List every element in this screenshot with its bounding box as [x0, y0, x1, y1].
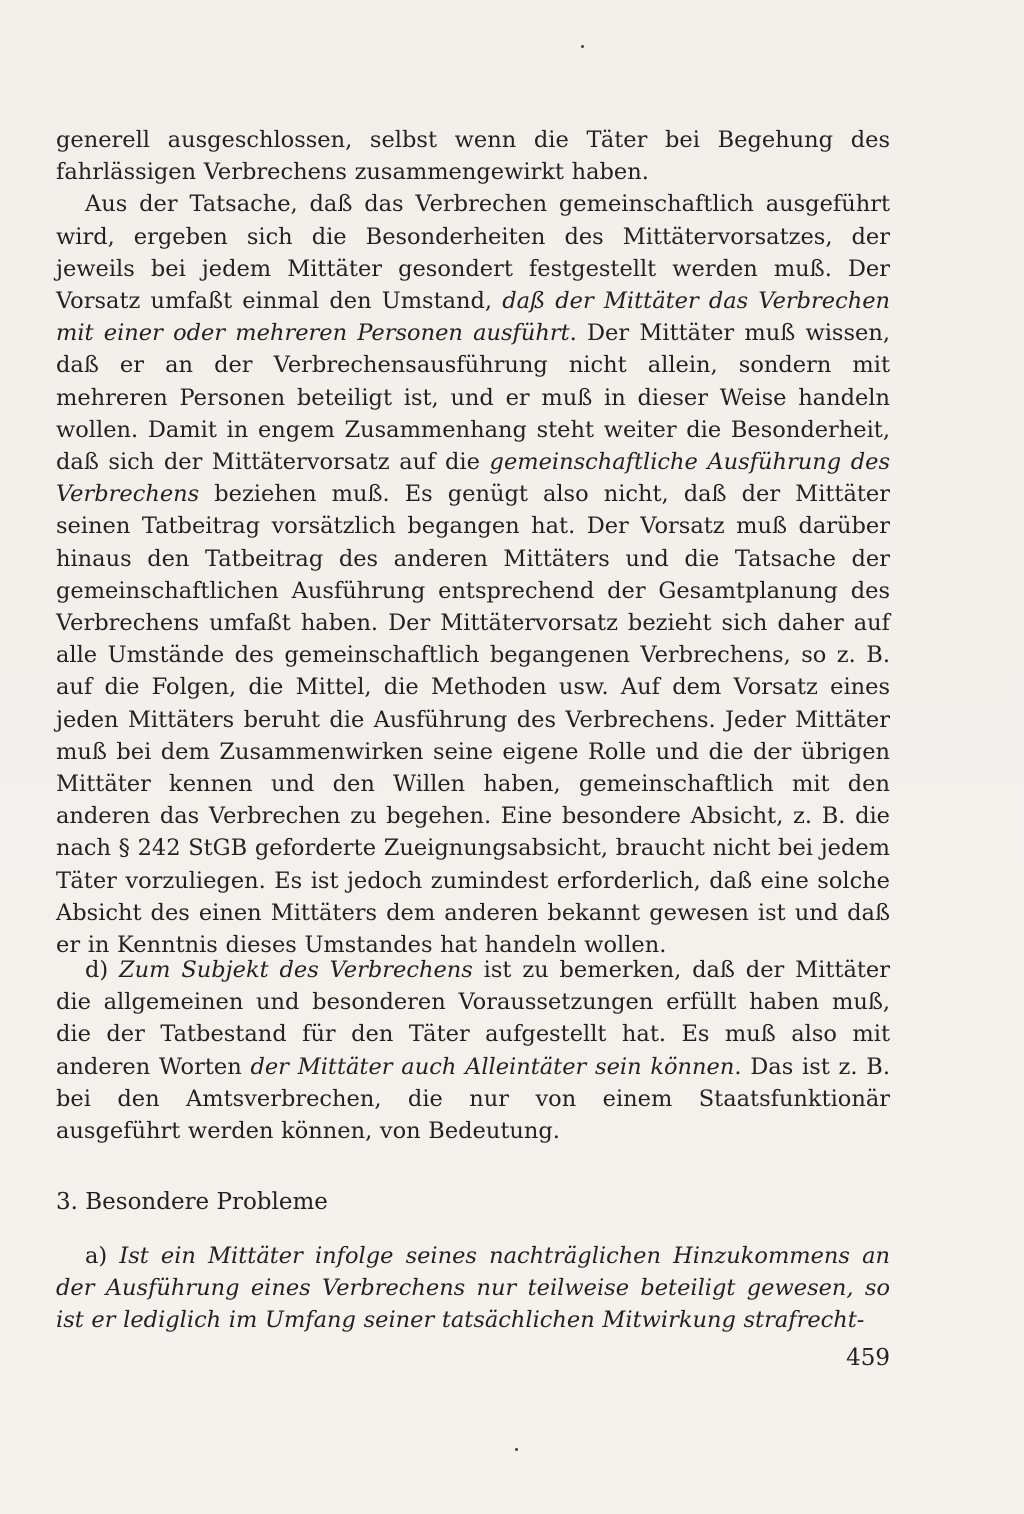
paragraph-subjekt	[56, 954, 890, 1147]
subjekt-emphasis-1: Zum Subjekt des Verbrechens	[119, 957, 473, 983]
ink-speck	[581, 45, 584, 48]
probleme-label: a)	[85, 1243, 120, 1269]
subjekt-emphasis-2: der Mittäter auch Alleintäter sein können	[250, 1053, 735, 1080]
paragraph-probleme	[56, 1240, 890, 1337]
subjekt-text-2: . Das ist z. B. bei den Amtsverbrechen, die nur von einem Staatsfunktionär ausgeführt werden können, von Bedeutung.	[56, 1053, 890, 1145]
subjekt-section	[56, 954, 890, 1147]
vorsatz-text-1: Aus der Tatsache, daß das Verbrechen gemeinschaftlich ausgeführt wird, ergeben sich die Besonderheiten des Mittätervorsatzes, der jeweils bei jedem Mittäter gesondert festgestellt werden muß. Der Vorsatz umfaßt einmal den Umstand,	[56, 191, 890, 315]
ink-speck	[515, 1448, 518, 1451]
vorsatz-text-2: . Der Mittäter muß wissen, daß er an der Verbrechensausführung nicht allein, sondern mit mehreren Personen beteiligt ist, und er muß in dieser Weise handeln wollen. Damit in engem Zusammenhang steht weiter die Besonderheit, daß sich der Mittätervorsatz auf die	[56, 320, 890, 476]
page-number: 459	[846, 1345, 890, 1371]
paragraph-continuation	[56, 124, 890, 188]
vorsatz-emphasis-1: daß der Mittäter das Verbrechen mit einer oder mehreren Personen ausführt	[56, 288, 891, 347]
probleme-section	[56, 1240, 890, 1337]
continuation-text: generell ausgeschlossen, selbst wenn die Täter bei Begehung des fahrlässigen Verbrechens zusammengewirkt haben.	[56, 127, 890, 186]
vorsatz-text-3: beziehen muß. Es genügt also nicht, daß der Mittäter seinen Tatbeitrag vorsätzlich begangen hat. Der Vorsatz muß darüber hinaus den Tatbeitrag des anderen Mittäters und die Tatsache der gemeinschaftlichen Ausführung entsprechend der Gesamtplanung des Verbrechens umfaßt haben. Der Mittätervorsatz bezieht sich daher auf alle Umstände des gemeinschaftlich begangenen Verbrechens, so z. B. auf die Folgen, die Mittel, die Methoden usw. Auf dem Vorsatz eines jeden Mittäters beruht die Ausführung des Verbrechens. Jeder Mittäter muß bei dem Zusammenwirken seine eigene Rolle und die der übrigen Mittäter kennen und den Willen haben, gemeinschaftlich mit den anderen das Verbrechen zu begehen. Eine besondere Absicht, z. B. die nach § 242 StGB geforderte Zueignungsabsicht, braucht nicht bei jedem Täter vorzuliegen. Es ist jedoch zumindest erforderlich, daß eine solche Absicht des einen Mittäters dem anderen bekannt gewesen ist und daß er in Kenntnis dieses Umstandes hat handeln wollen.	[56, 481, 890, 959]
subjekt-text-1: ist zu bemerken, daß der Mittäter die allgemeinen und besonderen Voraussetzungen erfüllt haben muß, die der Tatbestand für den Täter aufgestellt hat. Es muß also mit anderen Worten	[56, 957, 890, 1080]
section-heading: 3. Besondere Probleme	[56, 1189, 328, 1215]
probleme-emphasis: Ist ein Mittäter infolge seines nachträglichen Hinzukommens an der Ausführung eines Verbrechens nur teilweise beteiligt gewesen, so ist er lediglich im Umfang seiner tatsächlichen Mitwirkung strafrecht-	[56, 1243, 890, 1334]
paragraph-vorsatz	[56, 188, 890, 961]
vorsatz-emphasis-2: gemeinschaftliche Ausführung des Verbrechens	[56, 449, 890, 508]
subjekt-label: d)	[85, 957, 120, 983]
main-text	[56, 124, 890, 961]
